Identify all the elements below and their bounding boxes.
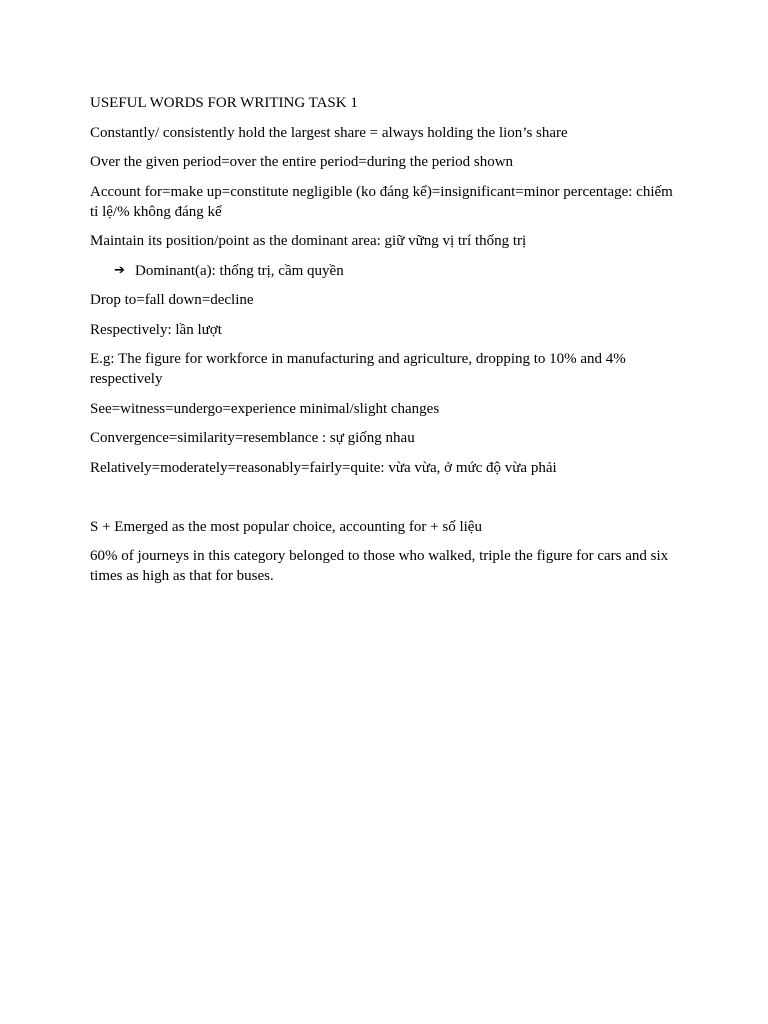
bullet-item <box>90 261 680 281</box>
text-line: Maintain its position/point as the dominant area: giữ vững vị trí thống trị <box>90 233 527 249</box>
text-line: Convergence=similarity=resemblance : sự giống nhau <box>90 430 415 446</box>
text-line: See=witness=undergo=experience minimal/slight changes <box>90 400 440 417</box>
text-line: Account for=make up=constitute negligible (ko đáng kể)=insignificant=minor percentage: chiếm tỉ lệ/% không đáng kể <box>90 183 673 220</box>
right-arrow-icon: ➔ <box>114 262 125 278</box>
text-line: E.g: The figure for workforce in manufacturing and agriculture, dropping to 10% and 4% respectively <box>90 351 626 387</box>
empty-line <box>90 487 680 507</box>
text-line: Drop to=fall down=decline <box>90 292 254 308</box>
document-title: USEFUL WORDS FOR WRITING TASK 1 <box>90 95 358 111</box>
text-line: Over the given period=over the entire period=during the period shown <box>90 154 514 170</box>
text-line: 60% of journeys in this category belonged to those who walked, triple the figure for cars and six times as high as that for buses. <box>90 548 669 584</box>
text-line: Relatively=moderately=reasonably=fairly=quite: vừa vừa, ở mức độ vừa phải <box>90 459 557 476</box>
bullet-text: Dominant(a): thống trị, cầm quyền <box>135 262 344 279</box>
document-body <box>90 93 680 596</box>
text-line: Respectively: lần lượt <box>90 321 222 338</box>
text-line: Constantly/ consistently hold the largest share = always holding the lion’s share <box>90 124 568 141</box>
text-line: S + Emerged as the most popular choice, accounting for + số liệu <box>90 518 482 535</box>
